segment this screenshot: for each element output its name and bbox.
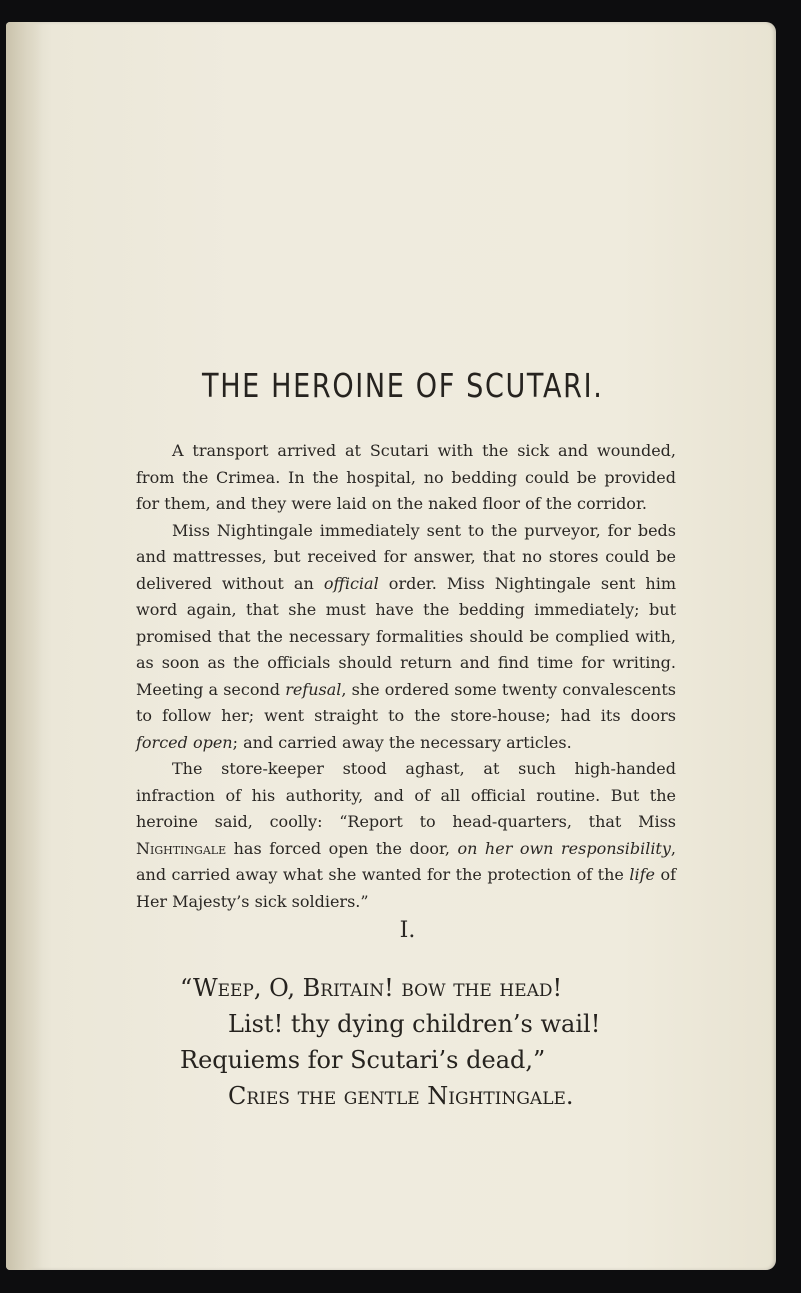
italic-refusal: refusal	[285, 679, 342, 699]
paragraph-2-text-e: , she ordered some twenty convalescents to follow her; went straight to the store-house; had its doors	[136, 679, 677, 725]
paragraph-2-text-c: order. Miss Nightingale sent him word again, that she must have the bedding immediately; but promised that the necessary formalities should be complied with, as soon as the officials should return and find time for writing. Meeting a second	[136, 573, 676, 699]
poem-line-4: Cries the gentle Nightingale.	[228, 1082, 574, 1110]
section-numeral: I.	[399, 918, 416, 943]
poem-line-2: List! thy dying children’s wail!	[228, 1010, 601, 1038]
paragraph-2-text-g: ; and carried away the necessary articles.	[232, 732, 572, 752]
poem-line-3: Requiems for Scutari’s dead,”	[180, 1046, 546, 1074]
prose-body	[136, 438, 676, 915]
smallcaps-nightingale: Nightingale	[136, 838, 227, 858]
paragraph-3-text-g: of Her Majesty’s sick soldiers.”	[136, 865, 676, 911]
paragraph-3-text-a: The store-keeper stood aghast, at such high-handed infraction of his authority, and of all official routine. But the heroine said, coolly: “Report to head-quarters, that Miss	[136, 759, 676, 831]
paragraph-2-text-a: Miss Nightingale immediately sent to the purveyor, for beds and mattresses, but received for answer, that no stores could be delivered without an	[136, 520, 676, 593]
italic-responsibility: on her own responsibility	[457, 838, 671, 858]
chapter-title: THE HEROINE OF SCUTARI.	[202, 366, 604, 405]
poem-line-1: “Weep, O, Britain! bow the head!	[180, 974, 563, 1002]
paragraph-3-text-e: , and carried away what she wanted for the protection of the	[136, 838, 676, 884]
paragraph-2	[136, 518, 676, 757]
paragraph-3-text-c: has forced open the door,	[226, 838, 458, 858]
paragraph-3	[136, 756, 676, 915]
page-gutter-shadow	[6, 22, 42, 1270]
italic-life: life	[629, 865, 655, 884]
italic-forced-open: forced open	[136, 732, 233, 752]
paragraph-1: A transport arrived at Scutari with the sick and wounded, from the Crimea. In the hospital, no bedding could be provided for them, and they were laid on the naked floor of the corridor.	[136, 441, 676, 513]
italic-official: official	[323, 573, 379, 593]
